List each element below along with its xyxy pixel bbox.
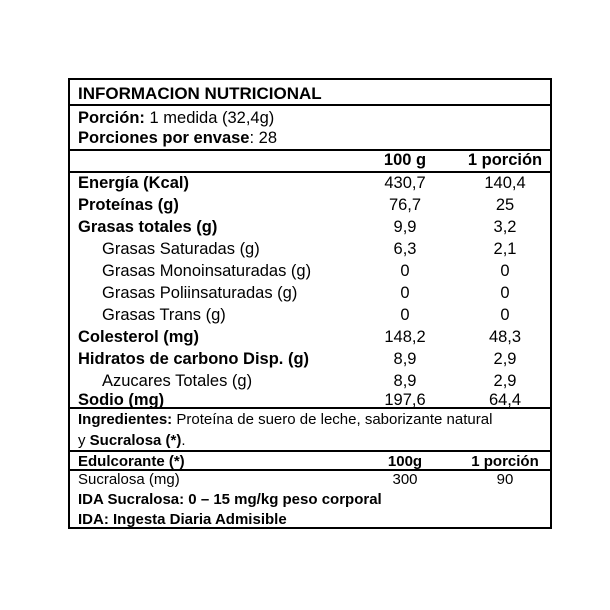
ingredients-line-1: [78, 412, 492, 427]
servings-value: : 28: [249, 129, 278, 147]
sweetener-header-100g: 100g: [387, 453, 423, 470]
ida-sucralose-note: IDA Sucralosa: 0 – 15 mg/kg peso corporal: [78, 491, 382, 508]
portion-value: 1 medida (32,4g): [144, 109, 275, 127]
nutrition-facts-label: [68, 78, 552, 529]
divider: [70, 407, 550, 409]
ingredients-prefix: y: [78, 432, 90, 449]
row-mono-fat-portion: 0: [500, 262, 510, 280]
row-cholesterol-label: Colesterol (mg): [78, 328, 200, 346]
ingredients-line-2: [78, 433, 186, 448]
row-poly-fat-portion: 0: [500, 284, 510, 302]
row-mono-fat-100g: 0: [400, 262, 410, 280]
portion-line: [78, 110, 274, 127]
row-sugars-100g: 8,9: [393, 372, 417, 390]
row-cholesterol-portion: 48,3: [488, 328, 522, 346]
row-carbs-100g: 8,9: [393, 350, 417, 368]
sweetener-label: Edulcorante (*): [78, 453, 185, 470]
divider: [70, 171, 550, 173]
divider: [70, 104, 550, 106]
servings-line: [78, 130, 277, 147]
row-sugars-portion: 2,9: [493, 372, 517, 390]
row-poly-fat-100g: 0: [400, 284, 410, 302]
row-saturated-fat-portion: 2,1: [493, 240, 517, 258]
ingredients-text: Proteína de suero de leche, saborizante natural: [172, 411, 493, 428]
row-mono-fat-label: Grasas Monoinsaturadas (g): [102, 262, 312, 280]
row-protein-portion: 25: [495, 196, 515, 214]
ida-definition-note: IDA: Ingesta Diaria Admisible: [78, 511, 287, 528]
row-total-fat-portion: 3,2: [493, 218, 517, 236]
row-saturated-fat-100g: 6,3: [393, 240, 417, 258]
sucralose-100g: 300: [392, 471, 418, 488]
row-total-fat-label: Grasas totales (g): [78, 218, 218, 236]
ingredients-sweetener: Sucralosa (*): [89, 432, 182, 449]
row-energy-portion: 140,4: [484, 174, 526, 192]
row-poly-fat-label: Grasas Poliinsaturadas (g): [102, 284, 298, 302]
row-sugars-label: Azucares Totales (g): [102, 372, 253, 390]
label-title: INFORMACION NUTRICIONAL: [78, 84, 322, 103]
servings-label: Porciones por envase: [78, 129, 250, 147]
row-carbs-portion: 2,9: [493, 350, 517, 368]
row-trans-fat-100g: 0: [400, 306, 410, 324]
row-protein-100g: 76,7: [388, 196, 422, 214]
row-protein-label: Proteínas (g): [78, 196, 179, 214]
row-energy-100g: 430,7: [384, 174, 426, 192]
ingredients-suffix: .: [181, 432, 186, 449]
row-carbs-label: Hidratos de carbono Disp. (g): [78, 350, 310, 368]
portion-label: Porción:: [78, 109, 145, 127]
row-sodium-100g: 197,6: [384, 391, 426, 409]
header-100g: 100 g: [383, 151, 427, 169]
sweetener-header-portion: 1 porción: [471, 453, 539, 470]
header-portion: 1 porción: [467, 151, 543, 169]
row-sodium-portion: 64,4: [488, 391, 522, 409]
divider: [70, 450, 550, 452]
ingredients-label: Ingredientes:: [78, 411, 173, 428]
sucralose-label: Sucralosa (mg): [78, 471, 180, 488]
row-sodium-label: Sodio (mg): [78, 391, 165, 409]
sucralose-portion: 90: [496, 471, 514, 488]
row-trans-fat-label: Grasas Trans (g): [102, 306, 226, 324]
row-total-fat-100g: 9,9: [393, 218, 417, 236]
row-saturated-fat-label: Grasas Saturadas (g): [102, 240, 260, 258]
row-cholesterol-100g: 148,2: [384, 328, 426, 346]
row-trans-fat-portion: 0: [500, 306, 510, 324]
row-energy-label: Energía (Kcal): [78, 174, 189, 192]
